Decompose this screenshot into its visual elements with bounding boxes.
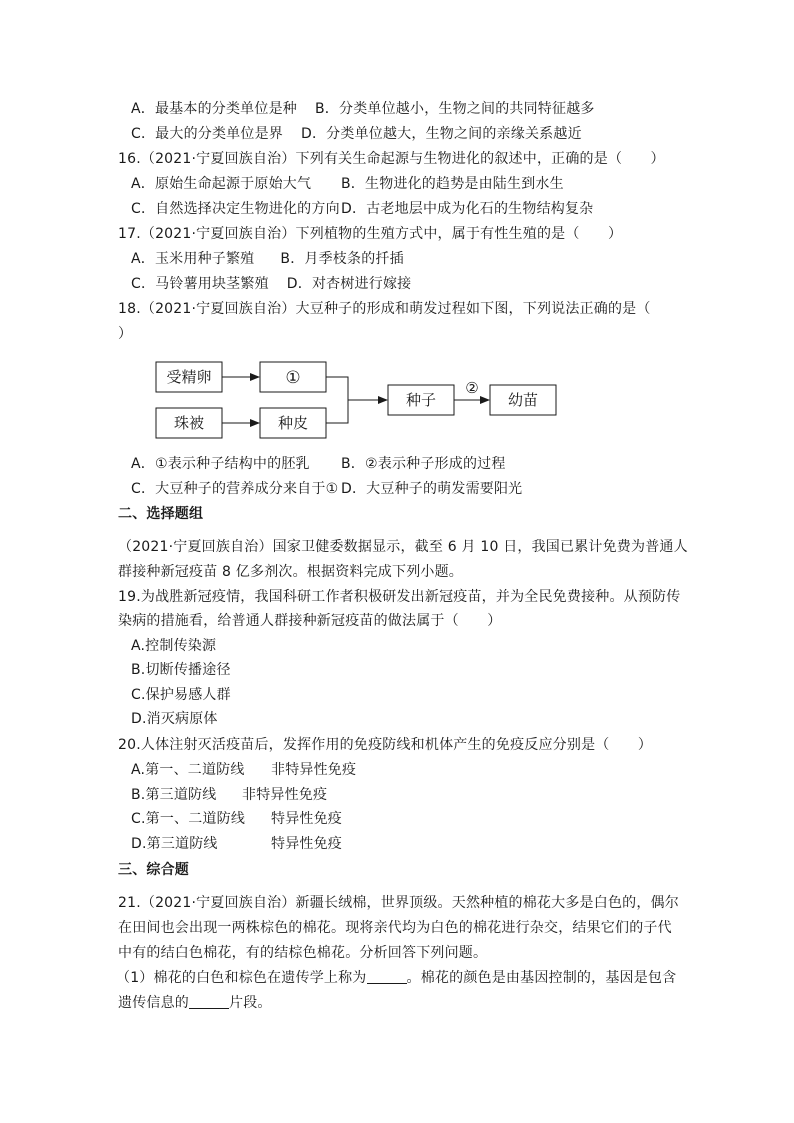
q18-option-d: D．大豆种子的萌发需要阳光 <box>341 481 523 497</box>
answer-blank-1[interactable] <box>367 969 407 984</box>
q20-option-d-resp: 特异性免疫 <box>271 836 342 852</box>
q16-option-b: B．生物进化的趋势是由陆生到水生 <box>341 176 564 192</box>
label-fertilized-egg: 受精卵 <box>166 368 212 386</box>
q17-option-b: B．月季枝条的扦插 <box>280 251 404 267</box>
q18-options-row1 <box>131 454 506 474</box>
q19-option-d: D.消灭病原体 <box>131 711 218 727</box>
section2-intro-line1: （2021·宁夏回族自治）国家卫健委数据显示，截至 6 月 10 日，我国已累计免费为普通人 <box>118 539 688 555</box>
q20-option-a-line: A.第一、二道防线 <box>131 762 245 778</box>
q21-sub1-line2 <box>118 993 272 1013</box>
q15-option-a: A．最基本的分类单位是种 <box>131 101 297 117</box>
q18-option-a: A．①表示种子结构中的胚乳 <box>131 456 310 472</box>
q19-stem-line1: 19.为战胜新冠疫情，我国科研工作者积极研发出新冠疫苗，并为全民免费接种。从预防传 <box>118 589 681 605</box>
q17-option-d: D．对杏树进行嫁接 <box>286 276 412 292</box>
label-integument: 珠被 <box>173 414 205 432</box>
q21-sub1-text-b: 。棉花的颜色是由基因控制的，基因是包含 <box>406 970 677 986</box>
q19-option-c: C.保护易感人群 <box>131 687 231 703</box>
bracket-connector <box>326 377 348 423</box>
label-2: ② <box>465 379 479 397</box>
q20-option-a-resp: 非特异性免疫 <box>271 762 357 778</box>
label-seed: 种子 <box>405 391 437 409</box>
q21-sub1-text-a: （1）棉花的白色和棕色在遗传学上称为 <box>116 970 367 986</box>
q21-line1: 21.（2021·宁夏回族自治）新疆长绒棉，世界顶级。天然种植的棉花大多是白色的，偶尔 <box>118 895 679 911</box>
q20-option-a <box>131 760 356 780</box>
label-1: ① <box>285 368 301 388</box>
q15-option-d: D．分类单位越大，生物之间的亲缘关系越近 <box>300 126 582 142</box>
label-seed-coat: 种皮 <box>277 414 309 432</box>
q15-option-b: B．分类单位越小，生物之间的共同特征越多 <box>314 101 595 117</box>
q20-option-c-line: C.第一、二道防线 <box>131 811 246 827</box>
q20-stem: 20.人体注射灭活疫苗后，发挥作用的免疫防线和机体产生的免疫反应分别是（ ） <box>118 737 653 753</box>
q20-option-d-line: D.第三道防线 <box>131 836 218 852</box>
answer-blank-2[interactable] <box>189 994 229 1009</box>
q21-sub1-text-c: 遗传信息的 <box>118 995 189 1011</box>
q16-stem: 16.（2021·宁夏回族自治）下列有关生命起源与生物进化的叙述中，正确的是（ ） <box>118 151 665 167</box>
label-seedling: 幼苗 <box>507 391 539 409</box>
section3-title: 三、综合题 <box>118 862 189 878</box>
q21-line3: 中有的结白色棉花，有的结棕色棉花。分析回答下列问题。 <box>118 945 488 961</box>
q20-option-b-resp: 非特异性免疫 <box>242 787 328 803</box>
q20-option-d <box>131 834 342 854</box>
q15-option-c: C．最大的分类单位是界 <box>131 126 283 142</box>
q18-stem-line2: ） <box>118 326 133 342</box>
q18-stem-line1: 18.（2021·宁夏回族自治）大豆种子的形成和萌发过程如下图，下列说法正确的是（ <box>118 301 651 317</box>
q18-option-b: B．②表示种子形成的过程 <box>341 456 506 472</box>
q20-option-b-line: B.第三道防线 <box>131 787 217 803</box>
q19-stem-line2: 染病的措施看，给普通人群接种新冠疫苗的做法属于（ ） <box>118 613 502 629</box>
q20-option-c <box>131 809 342 829</box>
q16-option-a: A．原始生命起源于原始大气 <box>131 176 312 192</box>
q21-line2: 在田间也会出现一两株棕色的棉花。现将亲代均为白色的棉花进行杂交，结果它们的子代 <box>118 920 672 936</box>
q21-sub1-line1 <box>116 968 676 988</box>
section2-title: 二、选择题组 <box>118 506 204 522</box>
q17-option-a: A．玉米用种子繁殖 <box>131 251 255 267</box>
q18-option-c: C．大豆种子的营养成分来自于① <box>131 481 339 497</box>
q20-option-c-resp: 特异性免疫 <box>271 811 342 827</box>
section2-intro-line2: 群接种新冠疫苗 8 亿多剂次。根据资料完成下列小题。 <box>118 564 464 580</box>
q19-option-a: A.控制传染源 <box>131 638 217 654</box>
q17-stem: 17.（2021·宁夏回族自治）下列植物的生殖方式中，属于有性生殖的是（ ） <box>118 226 623 242</box>
q16-option-d: D．古老地层中成为化石的生物结构复杂 <box>341 201 594 217</box>
q19-option-b: B.切断传播途径 <box>131 662 231 678</box>
q21-sub1-text-d: 片段。 <box>229 995 272 1011</box>
q18-options-row2 <box>131 479 522 499</box>
q17-option-c: C．马铃薯用块茎繁殖 <box>131 276 269 292</box>
q20-option-b <box>131 785 327 805</box>
q16-option-c: C．自然选择决定生物进化的方向 <box>131 201 340 217</box>
